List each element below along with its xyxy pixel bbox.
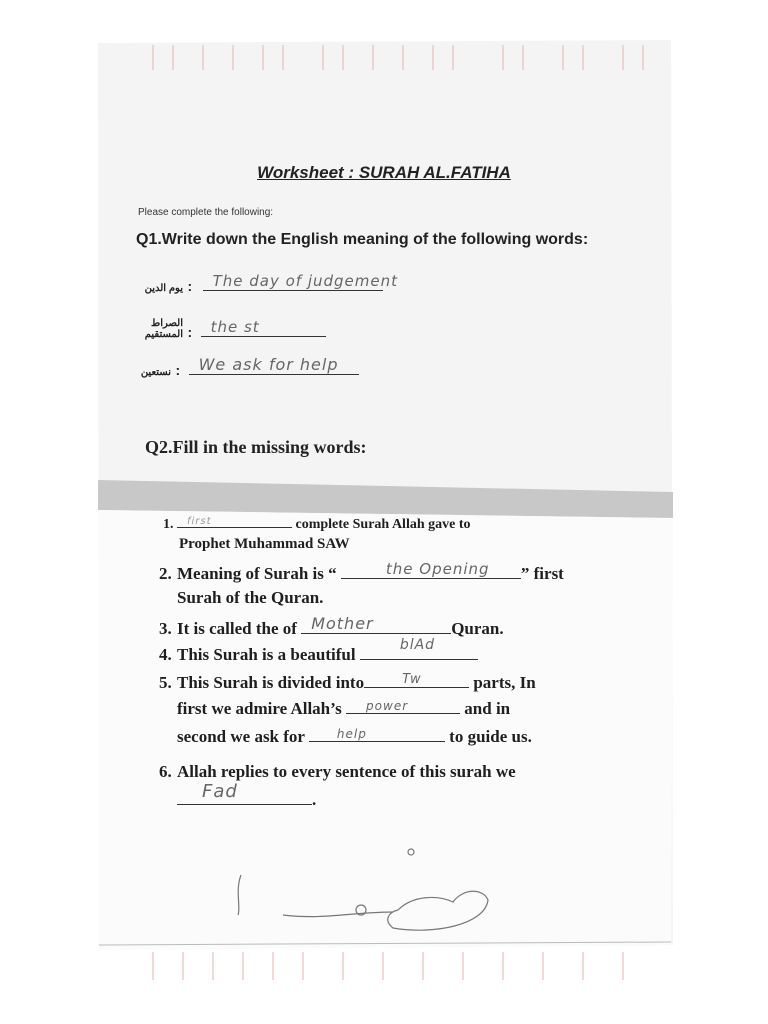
handwritten-answer: the st [210, 318, 260, 336]
question-text: This Surah is a beautiful [177, 645, 356, 664]
instruction-text: Please complete the following: [138, 207, 274, 218]
q2-line-2 [159, 560, 564, 584]
question-text-end: ” first [520, 564, 564, 583]
question-text-end: and in [464, 699, 511, 718]
worksheet-title: Worksheet : SURAH AL.FATIHA [257, 163, 511, 182]
handwritten-answer: power [366, 699, 409, 713]
answer-blank [177, 516, 292, 528]
answer-blank [189, 355, 359, 375]
q1-heading: Q1.Write down the English meaning of the following words: [136, 231, 589, 248]
sentence-end: . [312, 790, 317, 809]
q2-line-4 [159, 637, 478, 665]
item-number: 6. [159, 762, 172, 781]
q1-item-3 [133, 355, 359, 380]
handwritten-answer: blAd [399, 637, 436, 653]
handwritten-answer: The day of judgement [212, 272, 399, 290]
question-text: complete Surah Allah gave to [295, 517, 471, 532]
question-text-end: parts, In [473, 673, 536, 692]
question-text: first we admire Allah’s [177, 699, 342, 718]
question-text: Allah replies to every sentence of this surah we [177, 762, 516, 781]
question-text: Meaning of Surah is “ [177, 564, 337, 583]
q2-line-1 [163, 516, 471, 533]
arabic-word: يوم الدين [144, 283, 183, 294]
question-text: This Surah is divided into [177, 673, 365, 692]
q2-heading: Q2.Fill in the missing words: [145, 437, 367, 457]
answer-blank [201, 318, 326, 337]
worksheet-paper [93, 40, 675, 985]
item-number: 3. [159, 619, 172, 638]
item-number: 1. [163, 517, 174, 532]
colon: : [175, 362, 181, 378]
q2-line-2-cont: Surah of the Quran. [177, 588, 324, 607]
handwritten-answer: Fad [202, 781, 238, 802]
q1-item-1 [138, 272, 399, 296]
handwritten-answer: first [187, 516, 212, 527]
item-number: 5. [159, 673, 172, 692]
answer-blank [203, 272, 399, 291]
q2-line-6 [159, 762, 516, 782]
q1-item-2 [123, 318, 326, 342]
question-text: It is called the of [177, 619, 297, 638]
answer-blank [177, 781, 312, 805]
item-number: 4. [159, 645, 172, 664]
q2-line-5-cont-2 [177, 727, 532, 747]
item-number: 2. [159, 564, 172, 583]
handwritten-answer: help [336, 727, 367, 741]
handwritten-answer: We ask for help [198, 355, 339, 374]
answer-blank [309, 727, 445, 742]
arabic-word: نستعين [140, 367, 171, 378]
answer-blank [341, 560, 521, 579]
arabic-word: الصراط المستقيم [144, 318, 183, 340]
q2-line-3 [159, 614, 504, 639]
answer-blank [301, 614, 451, 634]
answer-blank [346, 699, 460, 714]
q2-line-5-cont-1 [177, 699, 510, 719]
colon: : [187, 278, 193, 294]
handwritten-answer: Tw [402, 672, 422, 687]
q2-line-6-cont [177, 781, 317, 810]
q2-line-1-cont: Prophet Muhammad SAW [179, 536, 350, 552]
question-text: second we ask for [177, 727, 305, 746]
answer-blank [364, 673, 469, 688]
question-text-end: to guide us. [449, 727, 532, 746]
question-text-end: Quran. [451, 619, 504, 638]
answer-blank [360, 637, 478, 660]
q2-line-5 [159, 673, 536, 693]
handwritten-answer: the Opening [385, 560, 490, 578]
colon: : [187, 324, 193, 340]
handwritten-answer: Mother [311, 614, 374, 633]
